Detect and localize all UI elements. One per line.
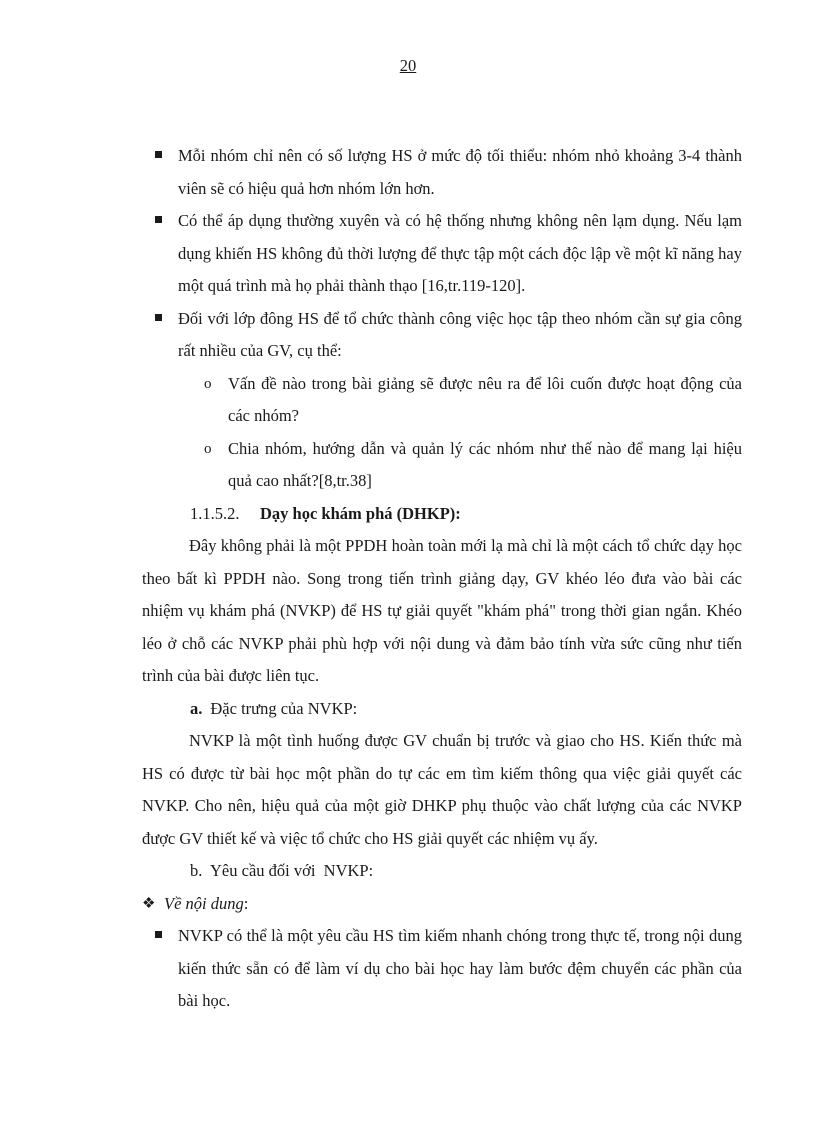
item-b-heading: b. Yêu cầu đối với NVKP: [190,861,374,880]
item-a-label: Đặc trưng của NVKP: [210,698,358,718]
page-number: 20 [399,56,417,75]
bullet-item [156,920,742,1018]
paragraph-a: NVKP là một tình huống được GV chuẩn bị trước và giao cho HS. Kiến thức mà HS có được từ bài học một phần do tự các em tìm kiếm thông qua việc giải quyết các NVKP. Cho nên, hiệu quả của một giờ DHKP phụ thuộc vào chất lượng của các NVKP được GV thiết kế và việc tổ chức cho HS giải quyết các nhiệm vụ ấy. [142,731,742,848]
bullet-text: Đối với lớp đông HS để tổ chức thành công việc học tập theo nhóm cần sự gia công rất nhiều của GV, cụ thể: [178,308,742,360]
circle-bullet-icon: o [204,440,212,457]
section-number: 1.1.5.2. [190,503,240,523]
bullet-text: Có thể áp dụng thường xuyên và có hệ thống nhưng không nên lạm dụng. Nếu lạm dụng khiến HS không đủ thời lượng để thực tập một cách độc lập về một kĩ năng hay một quá trình mà họ phải thành thạo [16,tr.119-120]. [178,211,742,295]
sub-item [204,433,742,498]
diamond-item [142,888,742,921]
square-bullet-icon [155,314,162,321]
bullet-text: NVKP có thể là một yêu cầu HS tìm kiếm nhanh chóng trong thực tế, trong nội dung kiến thức sẵn có để làm ví dụ cho bài học hay làm bước đệm chuyển các phần của bài học. [178,926,742,1010]
diamond-bullet-icon: ❖ [142,895,156,912]
sub-item-text: Vấn đề nào trong bài giảng sẽ được nêu ra để lôi cuốn được hoạt động của các nhóm? [228,373,742,425]
item-a-letter: a. [190,698,203,718]
item-a-heading [190,693,742,726]
intro-paragraph: Đây không phải là một PPDH hoàn toàn mới lạ mà chỉ là một cách tổ chức dạy học theo bất kì PPDH nào. Song trong tiến trình giảng dạy, GV khéo léo đưa vào bài các nhiệm vụ khám phá (NVKP) để HS tự giải quyết "khám phá" trong thời gian ngắn. Khéo léo ở chỗ các NVKP phải phù hợp với nội dung và đảm bảo tính vừa sức cũng như tiến trình của bài được liên tục. [142,536,742,685]
bullet-item [156,303,742,368]
bullet-item [156,205,742,303]
bullet-item [156,140,742,205]
sub-item [204,368,742,433]
section-heading [190,498,742,531]
diamond-item-text: Về nội dung [164,893,244,913]
bullet-text: Mỗi nhóm chỉ nên có số lượng HS ở mức độ tối thiểu: nhóm nhỏ khoảng 3-4 thành viên sẽ có hiệu quả hơn nhóm lớn hơn. [178,146,742,198]
page-content [142,140,742,1018]
square-bullet-icon [155,151,162,158]
section-title: Dạy học khám phá (DHKP): [260,503,461,523]
sub-item-text: Chia nhóm, hướng dẫn và quản lý các nhóm như thế nào để mang lại hiệu quả cao nhất?[8,tr.38] [228,438,742,490]
diamond-item-suffix: : [243,893,249,913]
circle-bullet-icon: o [204,375,212,392]
square-bullet-icon [155,216,162,223]
square-bullet-icon [155,931,162,938]
